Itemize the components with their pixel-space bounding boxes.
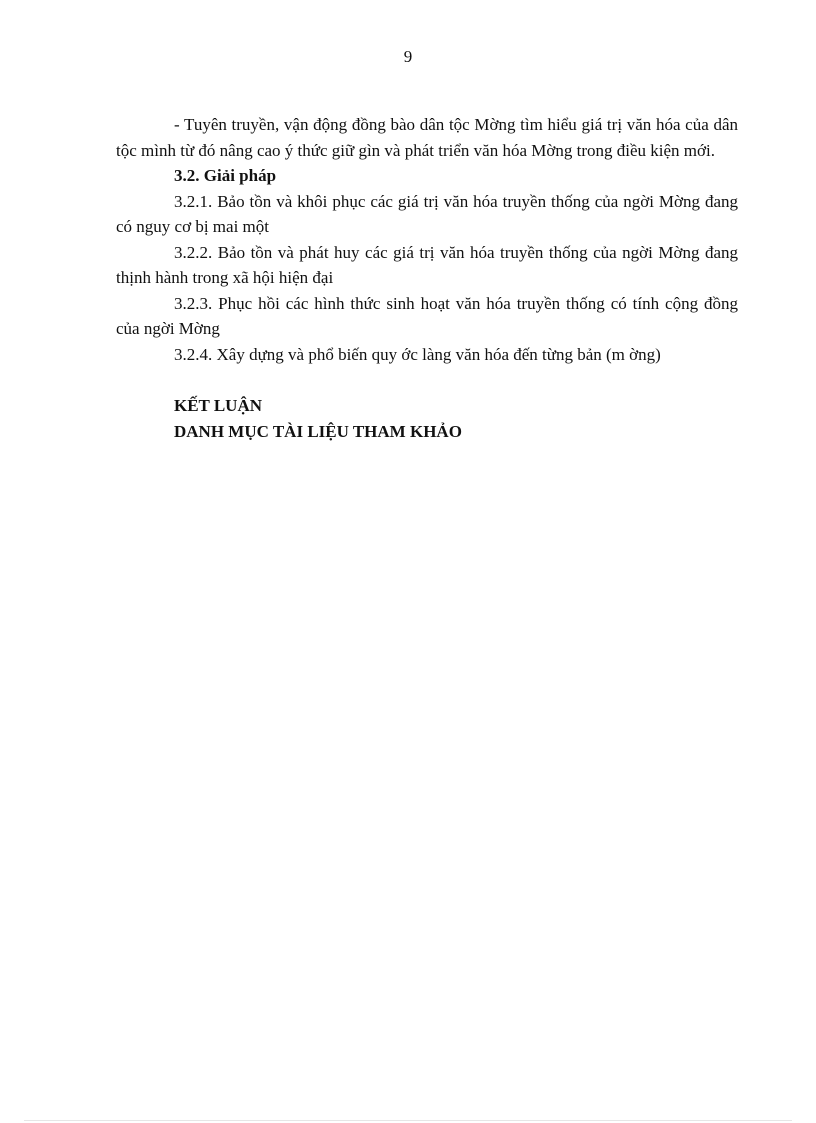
references-heading: DANH MỤC TÀI LIỆU THAM KHẢO [174, 421, 462, 441]
solution-item: 3.2.4. Xây dựng và phổ biến quy ớc làng văn hóa đến từng bản (m ờng) [174, 344, 661, 364]
document-body [116, 112, 738, 444]
page-number: 9 [403, 47, 413, 66]
solution-item: 3.2.3. Phục hồi các hình thức sinh hoạt văn hóa truyền thống có tính cộng đồng của ngời Mờng [116, 293, 738, 338]
page-bottom-edge [24, 1120, 792, 1121]
conclusion-heading: KẾT LUẬN [174, 396, 263, 415]
solution-item: 3.2.1. Bảo tồn và khôi phục các giá trị văn hóa truyền thống của ngời Mờng đang có nguy cơ bị mai một [116, 191, 738, 236]
section-heading: 3.2. Giải pháp [174, 166, 277, 185]
bullet-paragraph: - Tuyên truyền, vận động đồng bào dân tộc Mờng tìm hiểu giá trị văn hóa của dân tộc mình từ đó nâng cao ý thức giữ gìn và phát triển văn hóa Mờng trong điều kiện mới. [116, 115, 738, 160]
solution-item: 3.2.2. Bảo tồn và phát huy các giá trị văn hóa truyền thống của ngời Mờng đang thịnh hành trong xã hội hiện đại [116, 242, 738, 287]
spacer [116, 367, 738, 393]
